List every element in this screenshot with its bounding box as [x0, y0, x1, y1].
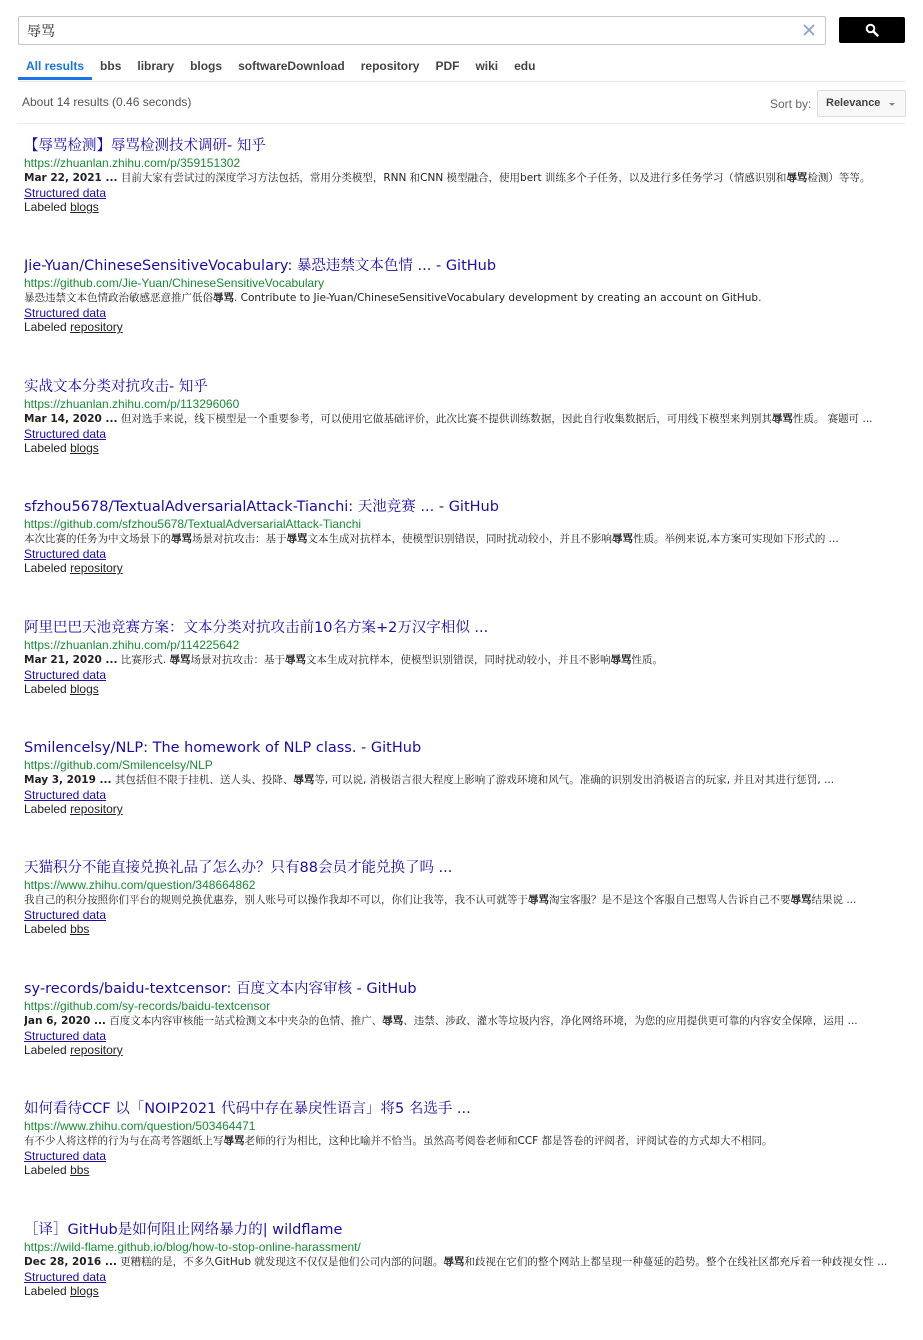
search-input[interactable] — [19, 17, 789, 44]
result-label — [24, 1284, 894, 1298]
result-url: https://www.zhihu.com/question/503464471 — [24, 1119, 256, 1134]
tab-edu[interactable]: edu — [514, 59, 536, 73]
labeled-text: Labeled — [24, 681, 67, 696]
result-snippet: Jan 6, 2020 ... 百度文本内容审核能一站式检测文本中夹杂的色情、推广、辱骂、违禁、涉政、灌水等垃圾内容，净化网络环境，为您的应用提供更可靠的内容安全保障，运用 ... — [24, 1014, 858, 1027]
search-icon — [865, 23, 879, 37]
result-item — [24, 618, 894, 738]
result-url: https://github.com/sy-records/baidu-textcensor — [24, 998, 271, 1013]
labeled-text: Labeled — [24, 440, 67, 455]
tab-library[interactable]: library — [137, 59, 175, 73]
tab-pdf[interactable]: PDF — [435, 59, 460, 73]
result-tag-link[interactable]: blogs — [70, 440, 99, 455]
result-url: https://zhuanlan.zhihu.com/p/114225642 — [24, 637, 240, 652]
structured-data-link[interactable]: Structured data — [24, 426, 107, 441]
result-label — [24, 802, 894, 816]
result-title-link[interactable]: 实战文本分类对抗攻击- 知乎 — [24, 378, 208, 395]
result-item — [24, 136, 894, 256]
structured-data-link[interactable]: Structured data — [24, 186, 107, 200]
sort-label: Sort by: — [770, 97, 812, 111]
result-label — [24, 922, 894, 936]
result-snippet: Mar 21, 2020 ... 比赛形式. 辱骂场景对抗攻击：基于辱骂文本生成对抗样本，使模型识别错误，同时扰动较小，并且不影响辱骂性质。 — [24, 653, 663, 666]
result-tag-link[interactable]: repository — [70, 320, 123, 335]
result-url: https://wild-flame.github.io/blog/how-to-stop-online-harassment/ — [24, 1239, 361, 1254]
result-title-link[interactable]: sfzhou5678/TextualAdversarialAttack-Tianchi: 天池竞赛 ... - GitHub — [24, 499, 499, 516]
tab-wiki[interactable]: wiki — [475, 59, 499, 73]
result-tag-link[interactable]: repository — [70, 561, 123, 576]
result-label — [24, 1163, 894, 1177]
structured-data-link[interactable]: Structured data — [24, 547, 107, 562]
result-tag-link[interactable]: repository — [70, 1042, 123, 1057]
result-label — [24, 1043, 894, 1057]
divider — [18, 123, 905, 124]
result-item — [24, 377, 894, 497]
result-stats: About 14 results (0.46 seconds) — [22, 95, 192, 109]
structured-data-link[interactable]: Structured data — [24, 787, 107, 802]
result-tag-link[interactable]: blogs — [70, 1283, 99, 1298]
result-title-link[interactable]: ［译］GitHub是如何阻止网络暴力的| wildflame — [24, 1221, 343, 1238]
result-item — [24, 497, 894, 617]
result-tag-link[interactable]: blogs — [70, 200, 99, 214]
result-tag-link[interactable]: bbs — [70, 922, 90, 937]
labeled-text: Labeled — [24, 1283, 67, 1298]
caret-down-icon — [889, 103, 895, 106]
tab-repository[interactable]: repository — [360, 59, 420, 73]
result-title-link[interactable]: 如何看待CCF 以「NOIP2021 代码中存在暴戾性语言」将5 名选手 ... — [24, 1101, 471, 1118]
result-url: https://github.com/Jie-Yuan/ChineseSensitiveVocabulary — [24, 276, 325, 291]
structured-data-link[interactable]: Structured data — [24, 1149, 107, 1164]
result-snippet: Mar 22, 2021 ... 目前大家有尝试过的深度学习方法包括，常用分类模型，RNN 和CNN 模型融合，使用bert 训练多个子任务，以及进行多任务学习（情感识别和辱骂检测）等等。 — [24, 172, 871, 184]
result-title-link[interactable]: sy-records/baidu-textcensor: 百度文本内容审核 - GitHub — [24, 980, 417, 997]
result-snippet: Dec 28, 2016 ... 更糟糕的是，不多久GitHub 就发现这不仅仅是他们公司内部的问题。辱骂和歧视在它们的整个网站上都呈现一种蔓延的趋势。整个在线社区都充斥着一种歧视女性 ... — [24, 1255, 888, 1268]
labeled-text: Labeled — [24, 200, 67, 214]
result-title-link[interactable]: Smilencelsy/NLP: The homework of NLP class. - GitHub — [24, 739, 422, 756]
result-snippet: 有不少人将这样的行为与在高考答题纸上写辱骂老师的行为相比，这种比喻并不恰当。虽然高考阅卷老师和CCF 都是答卷的评阅者，评阅试卷的方式却大不相同。 — [24, 1135, 773, 1148]
result-snippet: May 3, 2019 ... 其包括但不限于挂机、送人头、投降、辱骂等, 可以说, 消极语言很大程度上影响了游戏环境和风气。准确的识别发出消极语言的玩家, 并且对其进行惩罚, ... — [24, 773, 835, 786]
search-bar — [18, 16, 826, 45]
structured-data-link[interactable]: Structured data — [24, 306, 107, 321]
sort-select[interactable] — [817, 90, 906, 117]
result-url: https://github.com/sfzhou5678/TextualAdversarialAttack-Tianchi — [24, 517, 362, 532]
refinement-tabs — [18, 57, 905, 82]
result-item — [24, 1099, 894, 1219]
sort-value: Relevance — [826, 97, 881, 109]
tab-bbs[interactable]: bbs — [100, 59, 122, 73]
labeled-text: Labeled — [24, 1163, 67, 1178]
tab-all-results[interactable]: All results — [18, 57, 92, 80]
result-item — [24, 256, 894, 376]
structured-data-link[interactable]: Structured data — [24, 908, 107, 923]
result-title-link[interactable]: 天猫积分不能直接兑换礼品了怎么办？只有88会员才能兑换了吗 ... — [24, 860, 453, 877]
result-tag-link[interactable]: blogs — [70, 681, 99, 696]
result-url: https://zhuanlan.zhihu.com/p/113296060 — [24, 396, 240, 411]
structured-data-link[interactable]: Structured data — [24, 667, 107, 682]
tab-blogs[interactable]: blogs — [190, 59, 223, 73]
result-tag-link[interactable]: repository — [70, 801, 123, 816]
result-label — [24, 682, 894, 696]
result-title-link[interactable]: 阿里巴巴天池竞赛方案：文本分类对抗攻击前10名方案+2万汉字相似 ... — [24, 619, 489, 636]
structured-data-link[interactable]: Structured data — [24, 1028, 107, 1043]
close-icon[interactable] — [799, 20, 819, 40]
result-label — [24, 320, 894, 334]
result-url: https://zhuanlan.zhihu.com/p/359151302 — [24, 156, 241, 170]
labeled-text: Labeled — [24, 320, 67, 335]
result-label — [24, 441, 894, 455]
result-label — [24, 561, 894, 575]
result-url: https://www.zhihu.com/question/348664862 — [24, 878, 256, 893]
result-item — [24, 858, 894, 978]
labeled-text: Labeled — [24, 561, 67, 576]
result-item — [24, 738, 894, 858]
result-title-link[interactable]: 【辱骂检测】辱骂检测技术调研- 知乎 — [24, 138, 266, 154]
tab-softwaredownload[interactable]: softwareDownload — [238, 59, 345, 73]
result-title-link[interactable]: Jie-Yuan/ChineseSensitiveVocabulary: 暴恐违禁文本色情 ... - GitHub — [24, 258, 497, 275]
labeled-text: Labeled — [24, 1042, 67, 1057]
result-snippet: Mar 14, 2020 ... 但对选手来说，线下模型是一个重要参考，可以使用它做基础评价，此次比赛不提供训练数据，因此自行收集数据后，可用线下模型来判别其辱骂性质。 赛题可 ... — [24, 412, 873, 425]
result-snippet: 我自己的积分按照你们平台的规则兑换优惠券，别人账号可以操作我却不可以，你们让我等，我不认可就等于辱骂淘宝客服？是不是这个客服自己想骂人告诉自己不要辱骂结果说 ... — [24, 894, 857, 907]
result-url: https://github.com/Smilencelsy/NLP — [24, 757, 213, 772]
search-button[interactable] — [839, 17, 905, 43]
results-list — [24, 136, 894, 1340]
result-label — [24, 200, 894, 214]
result-snippet: 暴恐违禁文本色情政治敏感恶意推广低俗辱骂. Contribute to Jie-Yuan/ChineseSensitiveVocabulary development by creating an account on GitHub. — [24, 292, 762, 305]
labeled-text: Labeled — [24, 922, 67, 937]
labeled-text: Labeled — [24, 801, 67, 816]
result-snippet: 本次比赛的任务为中文场景下的辱骂场景对抗攻击：基于辱骂文本生成对抗样本，使模型识别错误，同时扰动较小，并且不影响辱骂性质。举例来说,本方案可实现如下形式的 ... — [24, 533, 839, 546]
result-tag-link[interactable]: bbs — [70, 1163, 90, 1178]
structured-data-link[interactable]: Structured data — [24, 1269, 107, 1284]
result-item — [24, 979, 894, 1099]
